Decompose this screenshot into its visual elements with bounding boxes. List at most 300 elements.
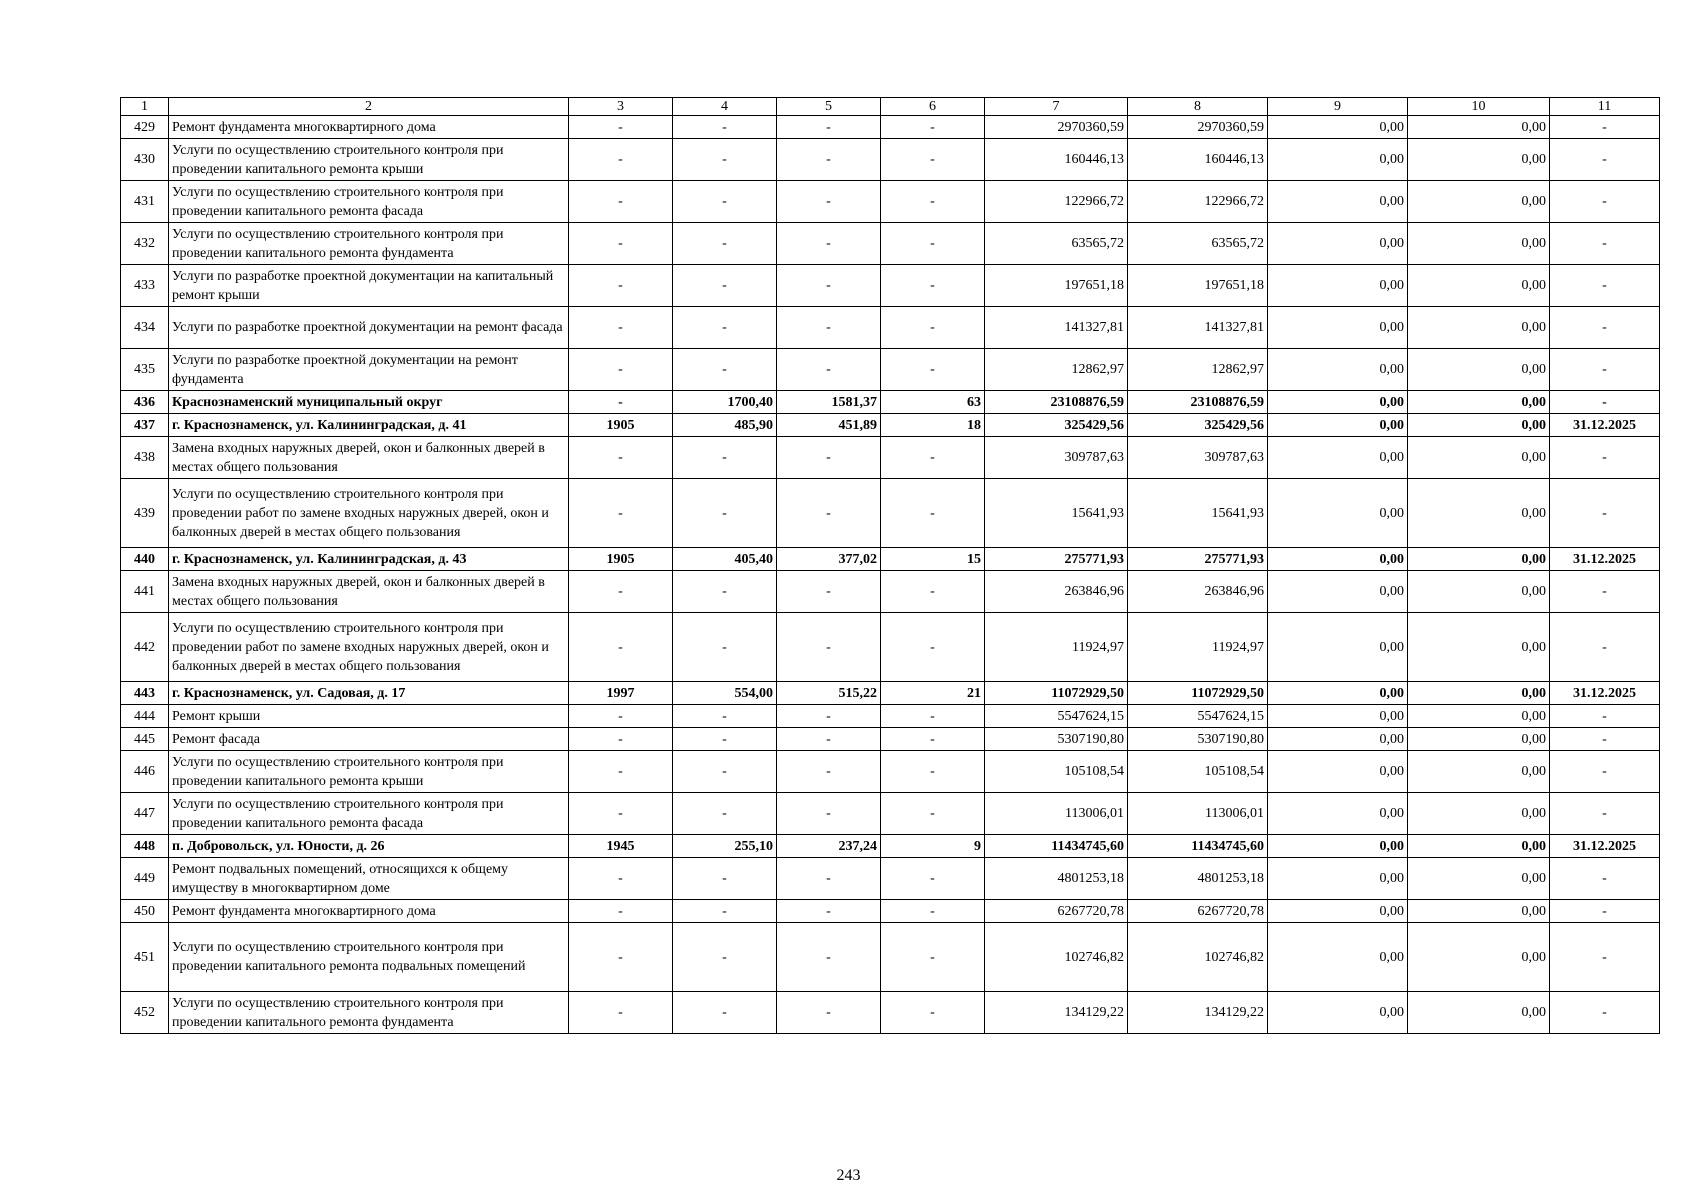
cost-budget-cell: 0,00	[1268, 437, 1408, 479]
deadline-cell: -	[1550, 437, 1660, 479]
cost-budget-cell: 0,00	[1268, 181, 1408, 223]
area-living-cell: -	[777, 265, 881, 307]
cost-total-cell: 6267720,78	[985, 900, 1128, 923]
residents-cell: -	[881, 900, 985, 923]
area-total-cell: -	[673, 571, 777, 613]
item-name: Услуги по осуществлению строительного контроля при проведении работ по замене входных наружных дверей, окон и балконных дверей в местах общего пользования	[169, 479, 569, 548]
year-cell: -	[569, 307, 673, 349]
cost-total-cell: 325429,56	[985, 414, 1128, 437]
area-living-cell: 451,89	[777, 414, 881, 437]
area-total-cell: -	[673, 728, 777, 751]
area-total-cell: -	[673, 705, 777, 728]
cost-owner-cell: 0,00	[1408, 265, 1550, 307]
cost-owner-cell: 0,00	[1408, 414, 1550, 437]
cost-fund-cell: 113006,01	[1128, 793, 1268, 835]
residents-cell: -	[881, 705, 985, 728]
area-living-cell: -	[777, 751, 881, 793]
row-number: 436	[121, 391, 169, 414]
item-name: Ремонт подвальных помещений, относящихся к общему имуществу в многоквартирном доме	[169, 858, 569, 900]
cost-budget-cell: 0,00	[1268, 751, 1408, 793]
deadline-cell: -	[1550, 571, 1660, 613]
cost-budget-cell: 0,00	[1268, 265, 1408, 307]
area-total-cell: 1700,40	[673, 391, 777, 414]
cost-budget-cell: 0,00	[1268, 414, 1408, 437]
area-total-cell: -	[673, 265, 777, 307]
item-name: Услуги по осуществлению строительного контроля при проведении капитального ремонта фундамента	[169, 992, 569, 1034]
year-cell: -	[569, 571, 673, 613]
item-name: Услуги по осуществлению строительного контроля при проведении капитального ремонта фасада	[169, 793, 569, 835]
item-name: п. Добровольск, ул. Юности, д. 26	[169, 835, 569, 858]
cost-owner-cell: 0,00	[1408, 139, 1550, 181]
cost-budget-cell: 0,00	[1268, 793, 1408, 835]
area-living-cell: -	[777, 181, 881, 223]
item-name: Услуги по разработке проектной документации на ремонт фундамента	[169, 349, 569, 391]
area-living-cell: 377,02	[777, 548, 881, 571]
residents-cell: -	[881, 181, 985, 223]
deadline-cell: -	[1550, 181, 1660, 223]
area-total-cell: -	[673, 181, 777, 223]
cost-total-cell: 11072929,50	[985, 682, 1128, 705]
column-header: 3	[569, 98, 673, 116]
cost-total-cell: 122966,72	[985, 181, 1128, 223]
year-cell: -	[569, 391, 673, 414]
item-name: Ремонт фундамента многоквартирного дома	[169, 116, 569, 139]
cost-budget-cell: 0,00	[1268, 728, 1408, 751]
cost-total-cell: 2970360,59	[985, 116, 1128, 139]
cost-owner-cell: 0,00	[1408, 923, 1550, 992]
area-total-cell: -	[673, 116, 777, 139]
item-name: Ремонт фундамента многоквартирного дома	[169, 900, 569, 923]
cost-owner-cell: 0,00	[1408, 349, 1550, 391]
cost-owner-cell: 0,00	[1408, 728, 1550, 751]
deadline-cell: -	[1550, 349, 1660, 391]
table-row	[121, 728, 1660, 751]
year-cell: -	[569, 479, 673, 548]
area-total-cell: -	[673, 223, 777, 265]
residents-cell: 9	[881, 835, 985, 858]
row-number: 452	[121, 992, 169, 1034]
area-total-cell: -	[673, 479, 777, 548]
cost-owner-cell: 0,00	[1408, 223, 1550, 265]
cost-owner-cell: 0,00	[1408, 307, 1550, 349]
area-total-cell: -	[673, 793, 777, 835]
item-name: Услуги по осуществлению строительного контроля при проведении капитального ремонта крыши	[169, 751, 569, 793]
row-number: 435	[121, 349, 169, 391]
item-name: Услуги по разработке проектной документации на ремонт фасада	[169, 307, 569, 349]
item-name: Услуги по осуществлению строительного контроля при проведении капитального ремонта фундамента	[169, 223, 569, 265]
cost-budget-cell: 0,00	[1268, 307, 1408, 349]
cost-owner-cell: 0,00	[1408, 116, 1550, 139]
cost-total-cell: 5547624,15	[985, 705, 1128, 728]
item-name: Ремонт фасада	[169, 728, 569, 751]
residents-cell: -	[881, 139, 985, 181]
year-cell: -	[569, 900, 673, 923]
area-living-cell: -	[777, 139, 881, 181]
item-name: Услуги по разработке проектной документации на капитальный ремонт крыши	[169, 265, 569, 307]
cost-total-cell: 23108876,59	[985, 391, 1128, 414]
table-body	[121, 98, 1660, 1034]
cost-fund-cell: 263846,96	[1128, 571, 1268, 613]
cost-fund-cell: 325429,56	[1128, 414, 1268, 437]
cost-fund-cell: 309787,63	[1128, 437, 1268, 479]
cost-total-cell: 12862,97	[985, 349, 1128, 391]
cost-fund-cell: 197651,18	[1128, 265, 1268, 307]
row-number: 438	[121, 437, 169, 479]
area-living-cell: -	[777, 858, 881, 900]
cost-total-cell: 160446,13	[985, 139, 1128, 181]
year-cell: -	[569, 858, 673, 900]
deadline-cell: -	[1550, 307, 1660, 349]
cost-total-cell: 11434745,60	[985, 835, 1128, 858]
area-total-cell: -	[673, 858, 777, 900]
cost-owner-cell: 0,00	[1408, 900, 1550, 923]
cost-total-cell: 197651,18	[985, 265, 1128, 307]
year-cell: -	[569, 223, 673, 265]
table-row	[121, 613, 1660, 682]
residents-cell: -	[881, 992, 985, 1034]
residents-cell: -	[881, 793, 985, 835]
item-name: г. Краснознаменск, ул. Калининградская, д. 41	[169, 414, 569, 437]
table-row	[121, 349, 1660, 391]
column-header: 7	[985, 98, 1128, 116]
cost-owner-cell: 0,00	[1408, 835, 1550, 858]
item-name: г. Краснознаменск, ул. Калининградская, д. 43	[169, 548, 569, 571]
table-row	[121, 223, 1660, 265]
row-number: 451	[121, 923, 169, 992]
table-row	[121, 682, 1660, 705]
area-total-cell: -	[673, 751, 777, 793]
column-header: 5	[777, 98, 881, 116]
table-row	[121, 139, 1660, 181]
cost-owner-cell: 0,00	[1408, 858, 1550, 900]
cost-budget-cell: 0,00	[1268, 992, 1408, 1034]
cost-owner-cell: 0,00	[1408, 613, 1550, 682]
cost-fund-cell: 122966,72	[1128, 181, 1268, 223]
cost-owner-cell: 0,00	[1408, 992, 1550, 1034]
cost-total-cell: 113006,01	[985, 793, 1128, 835]
cost-total-cell: 263846,96	[985, 571, 1128, 613]
residents-cell: -	[881, 437, 985, 479]
residents-cell: 63	[881, 391, 985, 414]
cost-owner-cell: 0,00	[1408, 571, 1550, 613]
item-name: Услуги по осуществлению строительного контроля при проведении капитального ремонта фасада	[169, 181, 569, 223]
residents-cell: -	[881, 265, 985, 307]
cost-budget-cell: 0,00	[1268, 858, 1408, 900]
area-living-cell: -	[777, 479, 881, 548]
cost-fund-cell: 6267720,78	[1128, 900, 1268, 923]
item-name: Замена входных наружных дверей, окон и балконных дверей в местах общего пользования	[169, 571, 569, 613]
row-number: 447	[121, 793, 169, 835]
cost-fund-cell: 275771,93	[1128, 548, 1268, 571]
area-total-cell: -	[673, 923, 777, 992]
cost-owner-cell: 0,00	[1408, 682, 1550, 705]
cost-total-cell: 5307190,80	[985, 728, 1128, 751]
cost-fund-cell: 11434745,60	[1128, 835, 1268, 858]
row-number: 449	[121, 858, 169, 900]
column-header: 6	[881, 98, 985, 116]
area-total-cell: -	[673, 139, 777, 181]
row-number: 441	[121, 571, 169, 613]
table-row	[121, 181, 1660, 223]
column-header: 4	[673, 98, 777, 116]
row-number: 445	[121, 728, 169, 751]
cost-budget-cell: 0,00	[1268, 223, 1408, 265]
area-total-cell: 485,90	[673, 414, 777, 437]
table-row	[121, 307, 1660, 349]
cost-total-cell: 11924,97	[985, 613, 1128, 682]
table-row	[121, 571, 1660, 613]
deadline-cell: -	[1550, 479, 1660, 548]
residents-cell: -	[881, 751, 985, 793]
table-row	[121, 705, 1660, 728]
header-row	[121, 98, 1660, 116]
deadline-cell: -	[1550, 923, 1660, 992]
area-living-cell: -	[777, 349, 881, 391]
cost-budget-cell: 0,00	[1268, 705, 1408, 728]
area-living-cell: -	[777, 992, 881, 1034]
residents-cell: -	[881, 223, 985, 265]
year-cell: -	[569, 116, 673, 139]
cost-fund-cell: 160446,13	[1128, 139, 1268, 181]
cost-owner-cell: 0,00	[1408, 391, 1550, 414]
year-cell: -	[569, 793, 673, 835]
year-cell: 1905	[569, 548, 673, 571]
cost-budget-cell: 0,00	[1268, 349, 1408, 391]
deadline-cell: 31.12.2025	[1550, 548, 1660, 571]
cost-fund-cell: 5547624,15	[1128, 705, 1268, 728]
year-cell: 1905	[569, 414, 673, 437]
year-cell: -	[569, 265, 673, 307]
cost-owner-cell: 0,00	[1408, 181, 1550, 223]
row-number: 431	[121, 181, 169, 223]
table-row	[121, 835, 1660, 858]
row-number: 430	[121, 139, 169, 181]
year-cell: 1945	[569, 835, 673, 858]
cost-budget-cell: 0,00	[1268, 835, 1408, 858]
area-living-cell: -	[777, 307, 881, 349]
residents-cell: 21	[881, 682, 985, 705]
residents-cell: -	[881, 349, 985, 391]
data-table	[120, 97, 1660, 1034]
row-number: 444	[121, 705, 169, 728]
deadline-cell: -	[1550, 391, 1660, 414]
area-living-cell: -	[777, 705, 881, 728]
cost-total-cell: 275771,93	[985, 548, 1128, 571]
row-number: 446	[121, 751, 169, 793]
row-number: 432	[121, 223, 169, 265]
column-header: 9	[1268, 98, 1408, 116]
table-row	[121, 751, 1660, 793]
cost-owner-cell: 0,00	[1408, 793, 1550, 835]
cost-fund-cell: 134129,22	[1128, 992, 1268, 1034]
cost-budget-cell: 0,00	[1268, 613, 1408, 682]
year-cell: -	[569, 181, 673, 223]
column-header: 10	[1408, 98, 1550, 116]
cost-budget-cell: 0,00	[1268, 479, 1408, 548]
year-cell: -	[569, 751, 673, 793]
item-name: Ремонт крыши	[169, 705, 569, 728]
cost-fund-cell: 141327,81	[1128, 307, 1268, 349]
table-row	[121, 437, 1660, 479]
year-cell: -	[569, 728, 673, 751]
cost-total-cell: 102746,82	[985, 923, 1128, 992]
area-living-cell: 237,24	[777, 835, 881, 858]
row-number: 442	[121, 613, 169, 682]
deadline-cell: -	[1550, 751, 1660, 793]
item-name: Услуги по осуществлению строительного контроля при проведении работ по замене входных наружных дверей, окон и балконных дверей в местах общего пользования	[169, 613, 569, 682]
residents-cell: -	[881, 923, 985, 992]
year-cell: -	[569, 992, 673, 1034]
cost-fund-cell: 63565,72	[1128, 223, 1268, 265]
deadline-cell: -	[1550, 728, 1660, 751]
cost-owner-cell: 0,00	[1408, 548, 1550, 571]
item-name: Услуги по осуществлению строительного контроля при проведении капитального ремонта крыши	[169, 139, 569, 181]
cost-budget-cell: 0,00	[1268, 900, 1408, 923]
area-living-cell: -	[777, 437, 881, 479]
cost-fund-cell: 12862,97	[1128, 349, 1268, 391]
cost-budget-cell: 0,00	[1268, 116, 1408, 139]
deadline-cell: -	[1550, 116, 1660, 139]
cost-owner-cell: 0,00	[1408, 705, 1550, 728]
table-row	[121, 414, 1660, 437]
residents-cell: -	[881, 116, 985, 139]
residents-cell: -	[881, 858, 985, 900]
table-row	[121, 391, 1660, 414]
deadline-cell: -	[1550, 223, 1660, 265]
deadline-cell: -	[1550, 265, 1660, 307]
row-number: 439	[121, 479, 169, 548]
deadline-cell: -	[1550, 613, 1660, 682]
cost-total-cell: 141327,81	[985, 307, 1128, 349]
cost-fund-cell: 2970360,59	[1128, 116, 1268, 139]
deadline-cell: -	[1550, 139, 1660, 181]
cost-total-cell: 15641,93	[985, 479, 1128, 548]
deadline-cell: 31.12.2025	[1550, 414, 1660, 437]
year-cell: -	[569, 923, 673, 992]
item-name: Замена входных наружных дверей, окон и балконных дверей в местах общего пользования	[169, 437, 569, 479]
deadline-cell: 31.12.2025	[1550, 835, 1660, 858]
area-total-cell: 554,00	[673, 682, 777, 705]
item-name: г. Краснознаменск, ул. Садовая, д. 17	[169, 682, 569, 705]
area-living-cell: -	[777, 116, 881, 139]
table-row	[121, 548, 1660, 571]
area-living-cell: -	[777, 900, 881, 923]
page-number: 243	[836, 1167, 861, 1184]
cost-budget-cell: 0,00	[1268, 139, 1408, 181]
residents-cell: -	[881, 613, 985, 682]
residents-cell: -	[881, 571, 985, 613]
cost-budget-cell: 0,00	[1268, 571, 1408, 613]
cost-owner-cell: 0,00	[1408, 437, 1550, 479]
deadline-cell: -	[1550, 858, 1660, 900]
row-number: 437	[121, 414, 169, 437]
area-total-cell: 405,40	[673, 548, 777, 571]
cost-fund-cell: 23108876,59	[1128, 391, 1268, 414]
year-cell: -	[569, 437, 673, 479]
year-cell: -	[569, 139, 673, 181]
row-number: 440	[121, 548, 169, 571]
area-total-cell: 255,10	[673, 835, 777, 858]
area-total-cell: -	[673, 437, 777, 479]
cost-total-cell: 309787,63	[985, 437, 1128, 479]
cost-budget-cell: 0,00	[1268, 391, 1408, 414]
area-living-cell: -	[777, 613, 881, 682]
cost-budget-cell: 0,00	[1268, 682, 1408, 705]
cost-budget-cell: 0,00	[1268, 548, 1408, 571]
year-cell: -	[569, 613, 673, 682]
residents-cell: -	[881, 479, 985, 548]
cost-fund-cell: 15641,93	[1128, 479, 1268, 548]
column-header: 1	[121, 98, 169, 116]
cost-total-cell: 134129,22	[985, 992, 1128, 1034]
cost-fund-cell: 4801253,18	[1128, 858, 1268, 900]
residents-cell: 15	[881, 548, 985, 571]
area-total-cell: -	[673, 349, 777, 391]
cost-budget-cell: 0,00	[1268, 923, 1408, 992]
table-row	[121, 793, 1660, 835]
area-living-cell: -	[777, 793, 881, 835]
column-header: 8	[1128, 98, 1268, 116]
deadline-cell: -	[1550, 900, 1660, 923]
item-name: Краснознаменский муниципальный округ	[169, 391, 569, 414]
table-row	[121, 900, 1660, 923]
row-number: 433	[121, 265, 169, 307]
cost-fund-cell: 11072929,50	[1128, 682, 1268, 705]
item-name: Услуги по осуществлению строительного контроля при проведении капитального ремонта подвальных помещений	[169, 923, 569, 992]
cost-owner-cell: 0,00	[1408, 751, 1550, 793]
row-number: 443	[121, 682, 169, 705]
deadline-cell: -	[1550, 992, 1660, 1034]
area-total-cell: -	[673, 307, 777, 349]
column-header: 11	[1550, 98, 1660, 116]
row-number: 434	[121, 307, 169, 349]
row-number: 429	[121, 116, 169, 139]
table-row	[121, 923, 1660, 992]
area-total-cell: -	[673, 900, 777, 923]
deadline-cell: -	[1550, 793, 1660, 835]
table-row	[121, 858, 1660, 900]
year-cell: 1997	[569, 682, 673, 705]
area-total-cell: -	[673, 992, 777, 1034]
area-living-cell: 1581,37	[777, 391, 881, 414]
row-number: 448	[121, 835, 169, 858]
cost-fund-cell: 105108,54	[1128, 751, 1268, 793]
area-total-cell: -	[673, 613, 777, 682]
cost-fund-cell: 102746,82	[1128, 923, 1268, 992]
cost-fund-cell: 11924,97	[1128, 613, 1268, 682]
area-living-cell: -	[777, 223, 881, 265]
table-row	[121, 265, 1660, 307]
cost-total-cell: 4801253,18	[985, 858, 1128, 900]
area-living-cell: 515,22	[777, 682, 881, 705]
residents-cell: 18	[881, 414, 985, 437]
year-cell: -	[569, 705, 673, 728]
table-row	[121, 479, 1660, 548]
cost-total-cell: 63565,72	[985, 223, 1128, 265]
area-living-cell: -	[777, 923, 881, 992]
table-row	[121, 116, 1660, 139]
area-living-cell: -	[777, 571, 881, 613]
row-number: 450	[121, 900, 169, 923]
residents-cell: -	[881, 307, 985, 349]
table-row	[121, 992, 1660, 1034]
cost-fund-cell: 5307190,80	[1128, 728, 1268, 751]
area-living-cell: -	[777, 728, 881, 751]
cost-total-cell: 105108,54	[985, 751, 1128, 793]
residents-cell: -	[881, 728, 985, 751]
column-header: 2	[169, 98, 569, 116]
deadline-cell: 31.12.2025	[1550, 682, 1660, 705]
